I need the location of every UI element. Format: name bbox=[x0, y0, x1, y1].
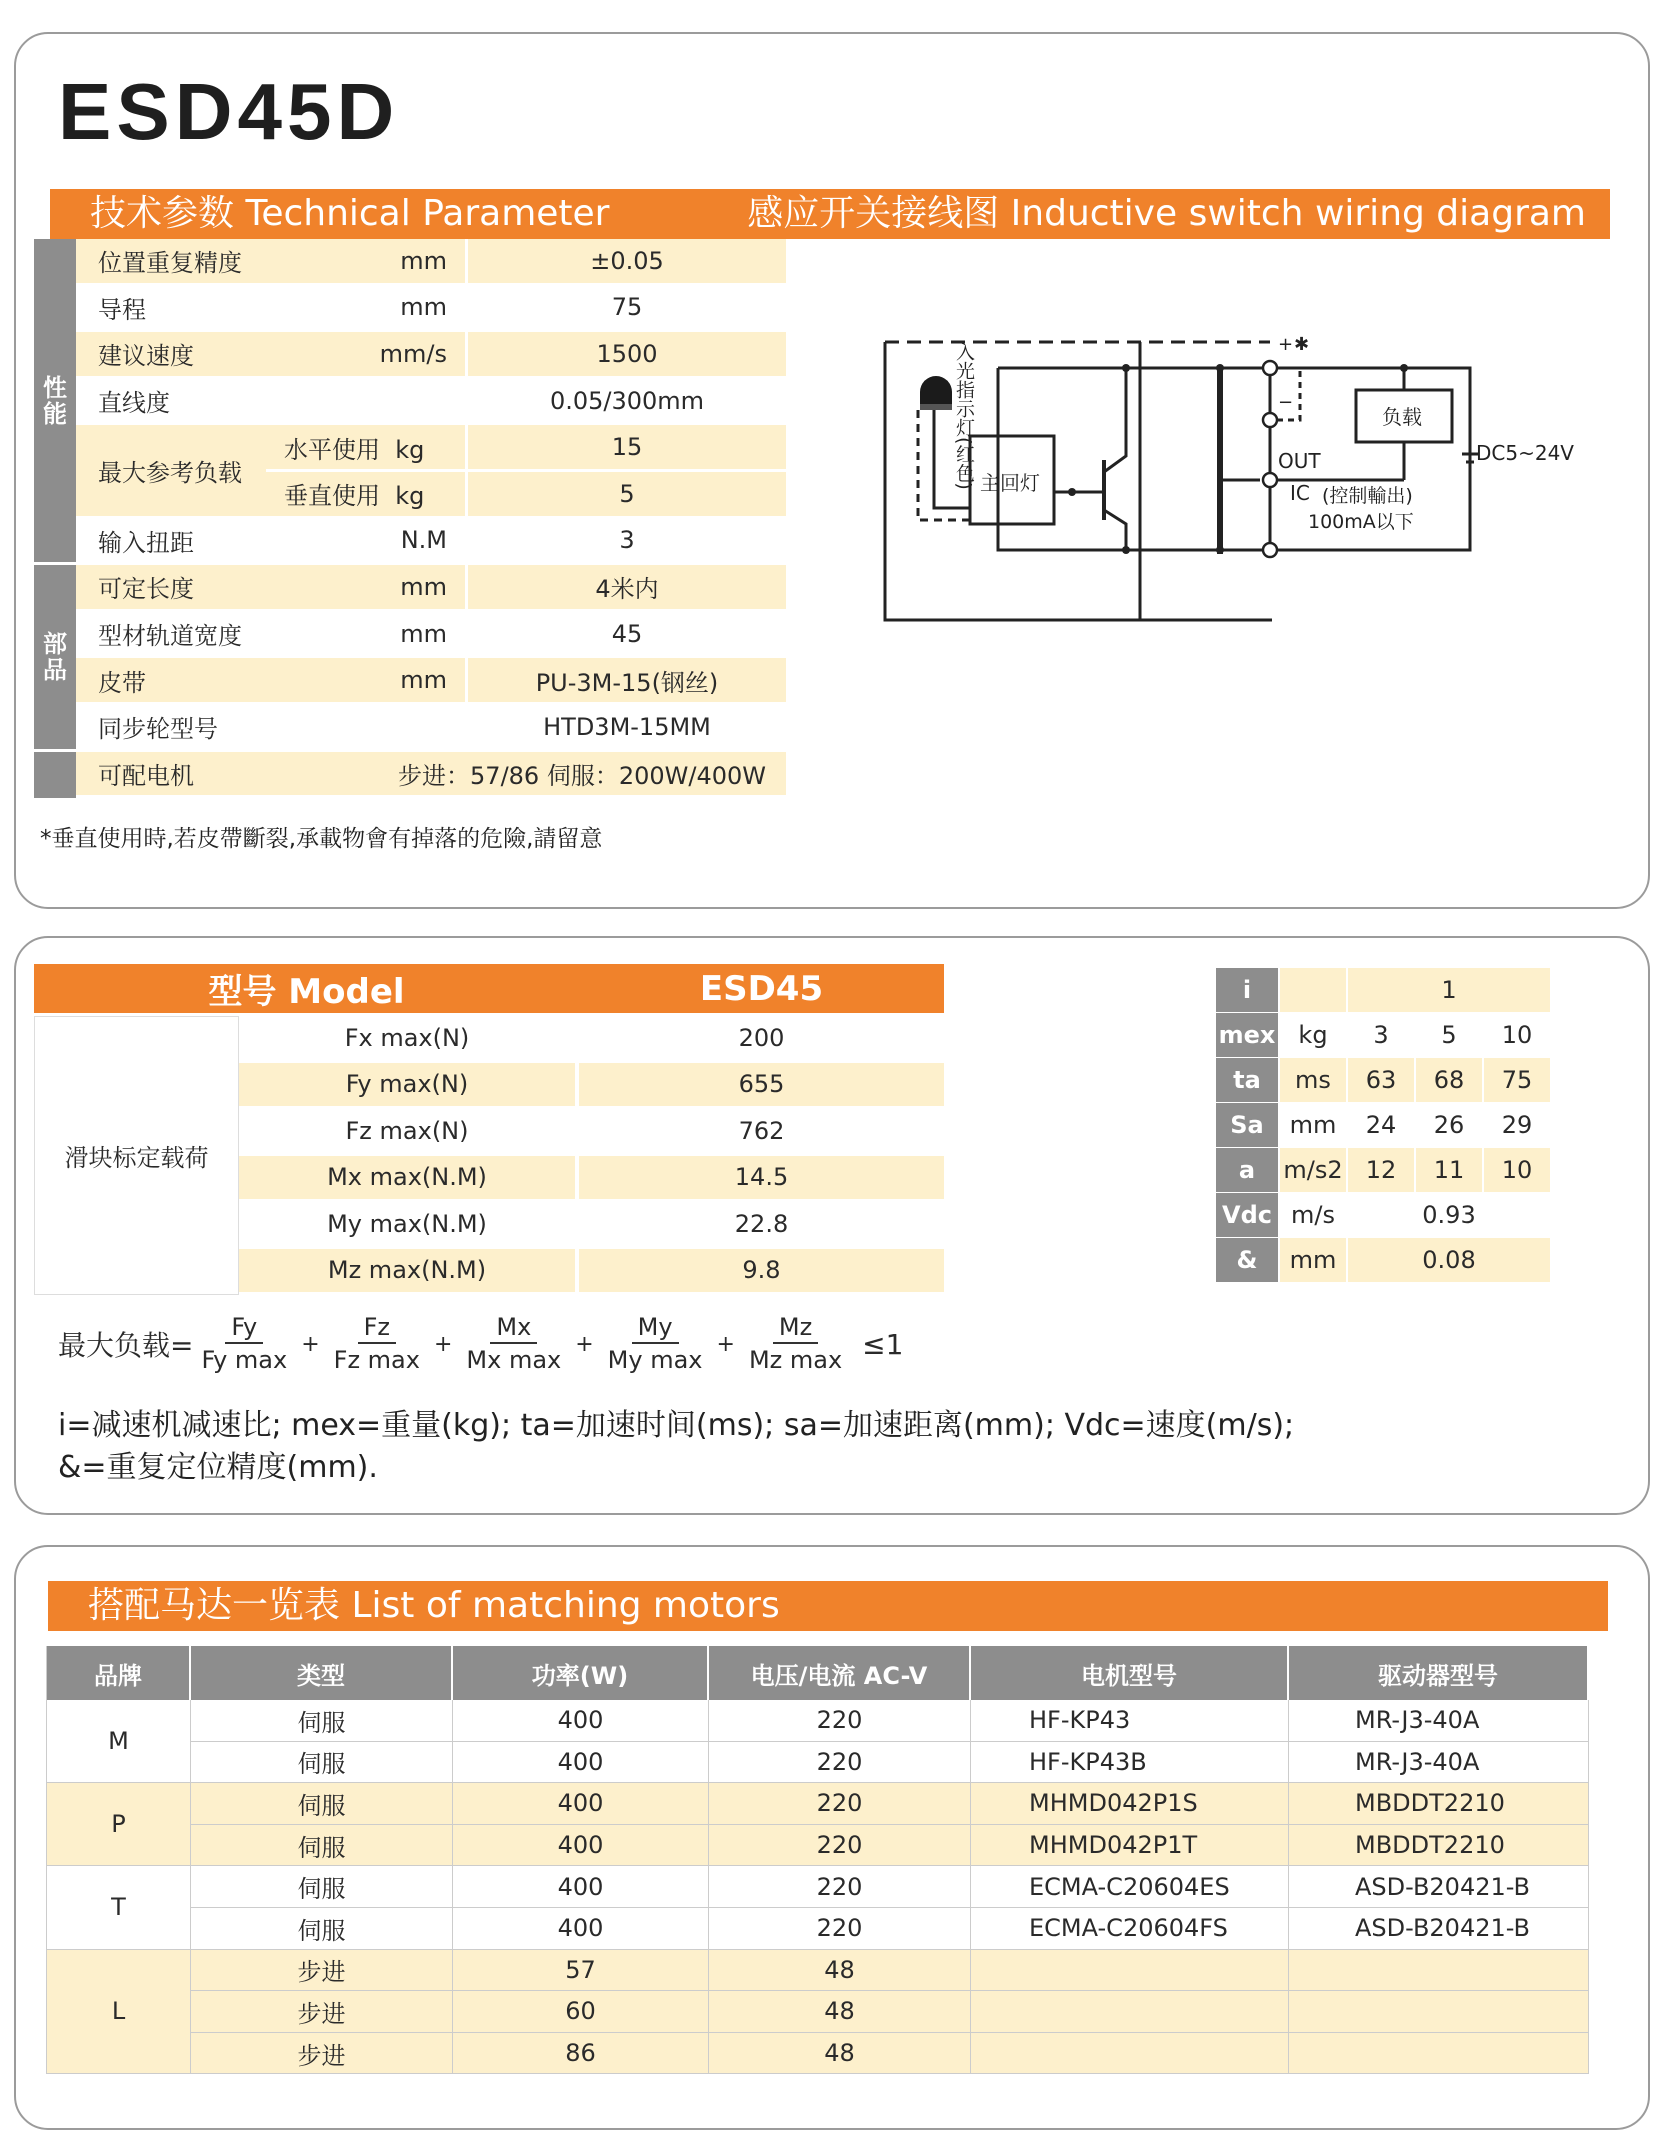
motor-power: 60 bbox=[453, 1991, 709, 2033]
driver-model: ASD-B20421-B bbox=[1289, 1908, 1589, 1950]
ratio-value: 3 bbox=[1348, 1013, 1416, 1058]
ratio-unit: kg bbox=[1280, 1013, 1348, 1058]
motor-type: 伺服 bbox=[191, 1908, 453, 1950]
param-value: 4米内 bbox=[468, 565, 786, 612]
param-unit: N.M bbox=[266, 519, 468, 566]
param-label: 可定长度 bbox=[76, 565, 266, 612]
motor-power: 400 bbox=[453, 1742, 709, 1784]
brand-cell: P bbox=[47, 1783, 191, 1866]
formula-tail: ≤1 bbox=[862, 1327, 904, 1361]
param-value: HTD3M-15MM bbox=[468, 705, 786, 752]
motor-type: 步进 bbox=[191, 1950, 453, 1992]
ratio-value: 75 bbox=[1484, 1058, 1552, 1103]
col-brand: 品牌 bbox=[47, 1646, 191, 1700]
indicator-label: 入光指示灯(红色) bbox=[953, 342, 975, 490]
dc-voltage-label: DC5~24V bbox=[1476, 441, 1574, 465]
ratio-key: Vdc bbox=[1216, 1193, 1280, 1238]
motor-power: 86 bbox=[453, 2033, 709, 2075]
param-unit bbox=[266, 379, 468, 426]
param-value: PU-3M-15(钢丝) bbox=[468, 658, 786, 705]
motor-model: MHMD042P1T bbox=[971, 1825, 1289, 1867]
terminal-asterisk: ✱ bbox=[1294, 334, 1310, 355]
ratio-unit: m/s bbox=[1280, 1193, 1348, 1238]
load-value: 655 bbox=[579, 1063, 944, 1110]
ratio-unit bbox=[1280, 968, 1348, 1013]
ratio-value: 0.93 bbox=[1348, 1193, 1552, 1238]
ratio-unit: mm bbox=[1280, 1103, 1348, 1148]
param-value: 75 bbox=[468, 286, 786, 333]
motor-type: 伺服 bbox=[191, 1742, 453, 1784]
driver-model: ASD-B20421-B bbox=[1289, 1866, 1589, 1908]
param-sub-label: 垂直使用 kg bbox=[266, 472, 465, 519]
wiring-diagram bbox=[870, 320, 1574, 620]
ratio-value: 1 bbox=[1348, 968, 1552, 1013]
param-value: ±0.05 bbox=[468, 239, 786, 286]
category-parts: 部品 bbox=[34, 565, 76, 751]
driver-model: MBDDT2210 bbox=[1289, 1783, 1589, 1825]
param-sub-label: 水平使用 kg bbox=[266, 425, 465, 472]
motor-type: 伺服 bbox=[191, 1825, 453, 1867]
param-label: 导程 bbox=[76, 286, 266, 333]
legend-line-1: i=减速机减速比; mex=重量(kg); ta=加速时间(ms); sa=加速距离(mm); Vdc=速度(m/s); bbox=[58, 1408, 1295, 1443]
max-load-formula bbox=[58, 1312, 903, 1376]
ratio-key: i bbox=[1216, 968, 1280, 1013]
load-value: 200 bbox=[579, 1016, 944, 1063]
ratio-key: & bbox=[1216, 1238, 1280, 1283]
ratio-unit: mm bbox=[1280, 1238, 1348, 1283]
ratio-key: a bbox=[1216, 1148, 1280, 1193]
terminal-minus: − bbox=[1278, 392, 1294, 413]
motor-voltage: 220 bbox=[709, 1825, 971, 1867]
motor-power: 400 bbox=[453, 1700, 709, 1742]
motor-power: 400 bbox=[453, 1866, 709, 1908]
motor-power: 400 bbox=[453, 1908, 709, 1950]
param-label: 位置重复精度 bbox=[76, 239, 266, 286]
motor-model bbox=[971, 1991, 1289, 2033]
driver-model bbox=[1289, 1991, 1589, 2033]
motor-type: 步进 bbox=[191, 2033, 453, 2075]
driver-model: MR-J3-40A bbox=[1289, 1700, 1589, 1742]
motor-voltage: 220 bbox=[709, 1742, 971, 1784]
motor-model bbox=[971, 1950, 1289, 1992]
model-header-label: 型号 Model bbox=[34, 964, 579, 1016]
formula-plus: + bbox=[716, 1331, 735, 1357]
matching-motors-heading: 搭配马达一览表 List of matching motors bbox=[88, 1585, 780, 1626]
load-param: Mz max(N.M) bbox=[239, 1249, 579, 1296]
brand-cell: L bbox=[47, 1950, 191, 2075]
ratio-value: 63 bbox=[1348, 1058, 1416, 1103]
motor-model bbox=[971, 2033, 1289, 2075]
motor-type: 伺服 bbox=[191, 1866, 453, 1908]
motor-power: 400 bbox=[453, 1825, 709, 1867]
motor-power: 57 bbox=[453, 1950, 709, 1992]
param-unit: mm/s bbox=[266, 332, 468, 379]
load-param: My max(N.M) bbox=[239, 1202, 579, 1249]
load-param: Mx max(N.M) bbox=[239, 1156, 579, 1203]
formula-term: $\frac{Mx}{\text{Mx max}}$ bbox=[466, 1313, 562, 1374]
load-label: 负载 bbox=[1382, 405, 1422, 429]
ratio-value: 12 bbox=[1348, 1148, 1416, 1193]
matching-motors-table bbox=[46, 1646, 1589, 2074]
param-label: 可配电机 bbox=[76, 752, 266, 799]
formula-lead: 最大负载= bbox=[58, 1329, 194, 1362]
motor-voltage: 48 bbox=[709, 1950, 971, 1992]
ratio-key: ta bbox=[1216, 1058, 1280, 1103]
control-output-label: (控制輸出) bbox=[1322, 485, 1413, 507]
driver-model bbox=[1289, 2033, 1589, 2075]
load-value: 22.8 bbox=[579, 1202, 944, 1249]
col-voltage: 电压/电流 AC-V bbox=[709, 1646, 971, 1700]
param-value: 5 bbox=[468, 472, 786, 519]
out-label: OUT bbox=[1278, 449, 1321, 473]
legend-line-2: &=重复定位精度(mm). bbox=[58, 1450, 378, 1485]
product-title: ESD45D bbox=[58, 67, 400, 156]
formula-term: $\frac{Mz}{\text{Mz max}}$ bbox=[748, 1313, 843, 1374]
param-value: 15 bbox=[468, 425, 786, 472]
param-unit bbox=[266, 705, 468, 752]
motor-voltage: 220 bbox=[709, 1783, 971, 1825]
param-label: 建议速度 bbox=[76, 332, 266, 379]
param-unit: mm bbox=[266, 239, 468, 286]
param-unit: mm bbox=[266, 286, 468, 333]
symbol-legend bbox=[58, 1405, 1294, 1489]
category-performance: 性能 bbox=[34, 239, 76, 565]
motor-voltage: 48 bbox=[709, 2033, 971, 2075]
ratio-unit: m/s2 bbox=[1280, 1148, 1348, 1193]
param-unit: mm bbox=[266, 658, 468, 705]
slider-load-label: 滑块标定载荷 bbox=[34, 1016, 239, 1295]
param-value: 步进：57/86 伺服：200W/400W bbox=[266, 752, 786, 799]
param-value: 45 bbox=[468, 612, 786, 659]
param-label: 同步轮型号 bbox=[76, 705, 266, 752]
motor-model: HF-KP43B bbox=[971, 1742, 1289, 1784]
main-circuit-label: 主回灯 bbox=[980, 471, 1040, 495]
driver-model bbox=[1289, 1950, 1589, 1992]
motor-voltage: 48 bbox=[709, 1991, 971, 2033]
brand-cell: M bbox=[47, 1700, 191, 1783]
param-value: 3 bbox=[468, 519, 786, 566]
col-motor-model: 电机型号 bbox=[971, 1646, 1289, 1700]
driver-model: MR-J3-40A bbox=[1289, 1742, 1589, 1784]
param-unit: mm bbox=[266, 565, 468, 612]
tech-parameter-heading: 技术参数 Technical Parameter bbox=[90, 193, 610, 234]
load-param: Fz max(N) bbox=[239, 1109, 579, 1156]
param-value: 0.05/300mm bbox=[468, 379, 786, 426]
motor-model: MHMD042P1S bbox=[971, 1783, 1289, 1825]
formula-plus: + bbox=[301, 1331, 320, 1357]
motor-voltage: 220 bbox=[709, 1866, 971, 1908]
formula-term: $\frac{My}{\text{My max}}$ bbox=[607, 1313, 703, 1374]
section-header-tech bbox=[50, 189, 1610, 239]
ratio-value: 29 bbox=[1484, 1103, 1552, 1148]
formula-term: $\frac{Fz}{\text{Fz max}}$ bbox=[333, 1313, 420, 1374]
param-label: 直线度 bbox=[76, 379, 266, 426]
col-type: 类型 bbox=[191, 1646, 453, 1700]
col-power: 功率(W) bbox=[453, 1646, 709, 1700]
ratio-value: 10 bbox=[1484, 1148, 1552, 1193]
param-value: 1500 bbox=[468, 332, 786, 379]
motor-type: 伺服 bbox=[191, 1783, 453, 1825]
motor-voltage: 220 bbox=[709, 1700, 971, 1742]
ic-label: IC bbox=[1290, 481, 1310, 505]
param-label: 输入扭距 bbox=[76, 519, 266, 566]
motor-model: ECMA-C20604FS bbox=[971, 1908, 1289, 1950]
param-label: 最大参考负载 bbox=[76, 425, 266, 518]
ratio-value: 68 bbox=[1416, 1058, 1484, 1103]
ratio-key: Sa bbox=[1216, 1103, 1280, 1148]
ratio-value: 24 bbox=[1348, 1103, 1416, 1148]
motor-model: HF-KP43 bbox=[971, 1700, 1289, 1742]
ratio-key: mex bbox=[1216, 1013, 1280, 1058]
load-param: Fy max(N) bbox=[239, 1063, 579, 1110]
param-unit: mm bbox=[266, 612, 468, 659]
driver-model: MBDDT2210 bbox=[1289, 1825, 1589, 1867]
terminal-plus: + bbox=[1278, 334, 1294, 355]
load-value: 762 bbox=[579, 1109, 944, 1156]
section-header-motors bbox=[48, 1581, 1608, 1631]
reduction-ratio-table bbox=[1216, 968, 1552, 1283]
motor-model: ECMA-C20604ES bbox=[971, 1866, 1289, 1908]
ratio-value: 10 bbox=[1484, 1013, 1552, 1058]
formula-plus: + bbox=[575, 1331, 594, 1357]
ratio-value: 0.08 bbox=[1348, 1238, 1552, 1283]
technical-parameter-table bbox=[34, 239, 786, 798]
ratio-value: 5 bbox=[1416, 1013, 1484, 1058]
motor-voltage: 220 bbox=[709, 1908, 971, 1950]
ratio-unit: ms bbox=[1280, 1058, 1348, 1103]
brand-cell: T bbox=[47, 1866, 191, 1949]
param-label: 型材轨道宽度 bbox=[76, 612, 266, 659]
load-value: 9.8 bbox=[579, 1249, 944, 1296]
param-label: 皮带 bbox=[76, 658, 266, 705]
load-param: Fx max(N) bbox=[239, 1016, 579, 1063]
motor-power: 400 bbox=[453, 1783, 709, 1825]
motor-type: 步进 bbox=[191, 1991, 453, 2033]
vertical-use-note: *垂直使用時,若皮帶斷裂,承載物會有掉落的危險,請留意 bbox=[40, 826, 603, 852]
model-load-table bbox=[34, 964, 944, 1295]
formula-plus: + bbox=[433, 1331, 453, 1357]
motor-type: 伺服 bbox=[191, 1700, 453, 1742]
load-value: 14.5 bbox=[579, 1156, 944, 1203]
ratio-value: 26 bbox=[1416, 1103, 1484, 1148]
current-label: 100mA以下 bbox=[1308, 511, 1414, 533]
ratio-value: 11 bbox=[1416, 1148, 1484, 1193]
wiring-diagram-heading: 感应开关接线图 Inductive switch wiring diagram bbox=[747, 193, 1586, 234]
col-driver-model: 驱动器型号 bbox=[1289, 1646, 1589, 1700]
formula-term: $\frac{Fy}{\text{Fy max}}$ bbox=[201, 1313, 288, 1374]
model-header-value: ESD45 bbox=[579, 964, 944, 1016]
